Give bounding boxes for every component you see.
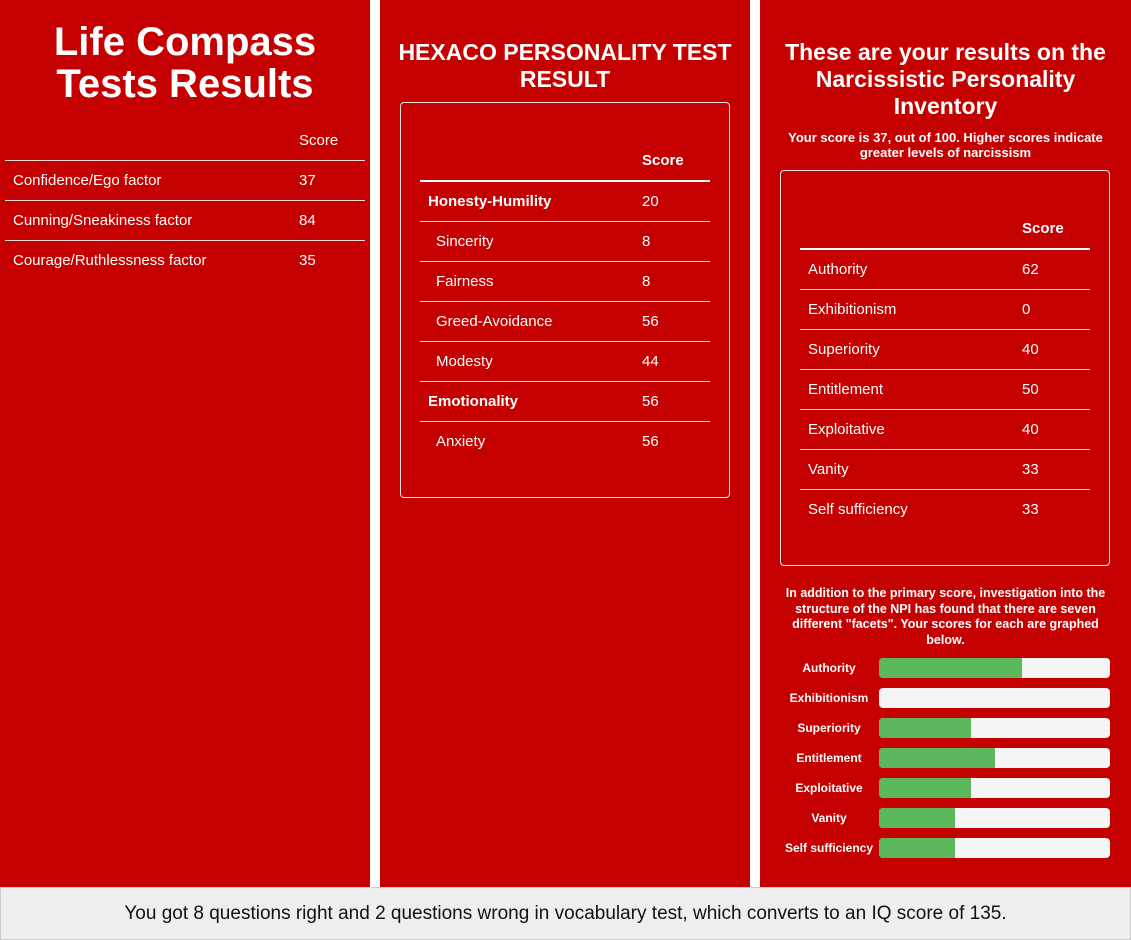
life-compass-table	[5, 121, 365, 280]
table-row	[800, 449, 1090, 489]
facet-bar-track	[879, 688, 1110, 708]
facet-bar-fill	[879, 808, 955, 828]
facet-bar-row	[780, 688, 1110, 718]
facet-bar-label: Authority	[802, 661, 856, 675]
row-score: 56	[635, 381, 710, 421]
table-row	[420, 341, 710, 381]
page-title	[0, 0, 370, 105]
table-row	[420, 181, 710, 221]
table-row	[420, 421, 710, 461]
row-label: Honesty-Humility	[428, 192, 552, 210]
table-row	[5, 240, 365, 280]
row-score: 62	[1022, 260, 1039, 278]
row-label: Exploitative	[800, 409, 1015, 449]
row-label: Superiority	[800, 329, 1015, 369]
row-label: Emotionality	[420, 381, 635, 421]
facet-bar-row	[780, 718, 1110, 748]
row-score: 0	[1015, 289, 1090, 329]
table-row	[420, 301, 710, 341]
hexaco-results-box	[400, 102, 730, 498]
facet-bar-chart	[780, 658, 1110, 868]
life-compass-panel	[0, 0, 370, 887]
row-label: Authority	[808, 260, 868, 278]
facet-bar-row	[780, 778, 1110, 808]
row-label: Self sufficiency	[800, 489, 1015, 529]
facet-bar-track	[879, 778, 1110, 798]
row-score: 56	[635, 421, 710, 461]
facet-bar-label: Superiority	[797, 721, 861, 735]
table-row	[420, 221, 710, 261]
table-row	[800, 329, 1090, 369]
facet-bar-fill	[879, 838, 955, 858]
facet-bar-row	[780, 658, 1110, 688]
score-header: Score	[1015, 209, 1090, 249]
row-score: 35	[299, 240, 365, 280]
facet-bar-row	[780, 808, 1110, 838]
row-label: Greed-Avoidance	[420, 301, 635, 341]
row-score: 8	[635, 221, 710, 261]
row-score: 8	[635, 261, 710, 301]
facet-bar-label: Entitlement	[796, 751, 862, 765]
facet-bar-track	[879, 748, 1110, 768]
row-score: 20	[642, 192, 659, 210]
score-header: Score	[635, 141, 710, 181]
facet-bar-label: Vanity	[811, 811, 847, 825]
row-score: 40	[1015, 409, 1090, 449]
score-header: Score	[299, 131, 339, 149]
row-label: Entitlement	[800, 369, 1015, 409]
hexaco-table	[420, 141, 710, 461]
table-row	[800, 289, 1090, 329]
row-label: Courage/Ruthlessness factor	[5, 240, 299, 280]
facet-bar-row	[780, 748, 1110, 778]
row-label: Confidence/Ego factor	[5, 160, 299, 200]
title-line-1: Life Compass	[53, 20, 317, 64]
facet-bar-label: Self sufficiency	[784, 841, 874, 855]
table-row	[420, 381, 710, 421]
facet-bar-row	[780, 838, 1110, 868]
npi-table	[800, 209, 1090, 529]
npi-subtitle: Your score is 37, out of 100. Higher scores indicate greater levels of narcissism	[788, 130, 1103, 160]
row-score: 84	[299, 200, 365, 240]
npi-panel	[760, 0, 1131, 887]
row-score: 56	[635, 301, 710, 341]
npi-results-box	[780, 170, 1110, 566]
facet-bar-fill	[879, 718, 971, 738]
row-label: Modesty	[420, 341, 635, 381]
facet-bar-fill	[879, 748, 995, 768]
facet-bar-label: Exploitative	[795, 781, 863, 795]
facet-bar-track	[879, 718, 1110, 738]
row-label: Anxiety	[420, 421, 635, 461]
table-row	[420, 261, 710, 301]
row-label: Cunning/Sneakiness factor	[5, 200, 299, 240]
table-row	[5, 160, 365, 200]
facet-bar-fill	[879, 658, 1022, 678]
row-label: Sincerity	[420, 221, 635, 261]
row-score: 44	[635, 341, 710, 381]
facet-bar-track	[879, 838, 1110, 858]
facet-bar-fill	[879, 778, 971, 798]
facet-bar-track	[879, 808, 1110, 828]
row-score: 33	[1015, 489, 1090, 529]
hexaco-title: HEXACO PERSONALITY TEST RESULT	[398, 39, 732, 92]
row-score: 40	[1015, 329, 1090, 369]
hexaco-panel	[380, 0, 750, 887]
row-label: Vanity	[800, 449, 1015, 489]
row-score: 50	[1015, 369, 1090, 409]
title-line-2: Tests Results	[56, 62, 314, 106]
facet-bar-track	[879, 658, 1110, 678]
facet-bar-label: Exhibitionism	[789, 691, 869, 705]
iq-result-text: You got 8 questions right and 2 questions wrong in vocabulary test, which converts to an IQ score of 135.	[124, 903, 1007, 924]
facets-note: In addition to the primary score, investigation into the structure of the NPI has found that there are seven different "facets". Your scores for each are graphed below.	[785, 586, 1106, 647]
table-row	[800, 369, 1090, 409]
npi-title: These are your results on the Narcissistic Personality Inventory	[785, 39, 1106, 119]
table-row	[800, 249, 1090, 289]
row-label: Exhibitionism	[800, 289, 1015, 329]
iq-result-footer	[0, 887, 1131, 940]
row-label: Fairness	[420, 261, 635, 301]
row-score: 33	[1015, 449, 1090, 489]
row-score: 37	[299, 160, 365, 200]
table-row	[5, 200, 365, 240]
table-row	[800, 489, 1090, 529]
table-row	[800, 409, 1090, 449]
